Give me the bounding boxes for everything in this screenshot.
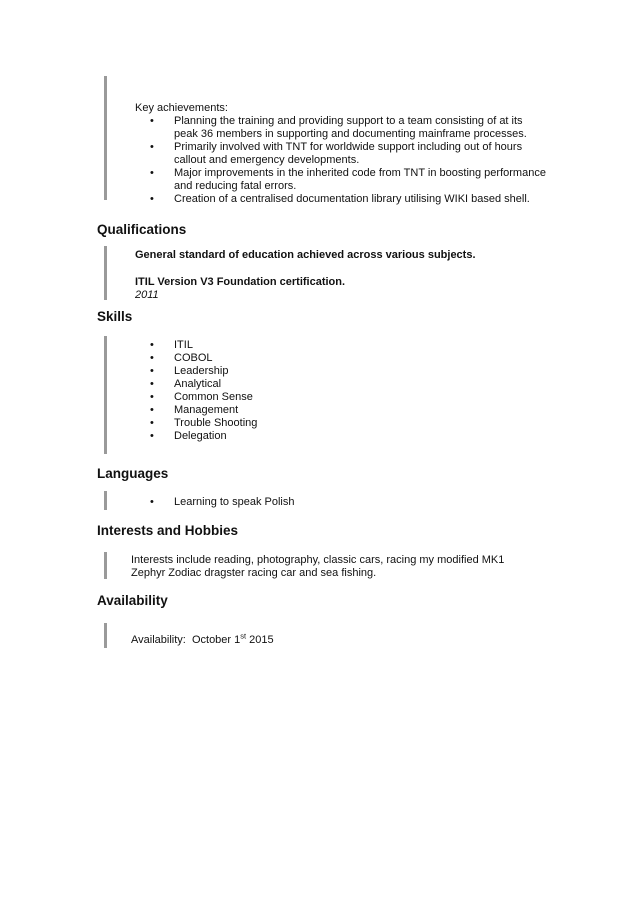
qualifications-heading: Qualifications	[97, 222, 187, 237]
achievements-heading: Key achievements:	[135, 102, 228, 114]
list-item	[148, 391, 448, 404]
list-item	[148, 167, 548, 193]
bullet-icon: •	[150, 339, 154, 351]
languages-bar	[104, 491, 107, 510]
achievement-text: Primarily involved with TNT for worldwide support including out of hours callout and emergency developments.	[174, 141, 523, 166]
list-item	[148, 365, 448, 378]
skill-text: Delegation	[174, 430, 227, 442]
languages-heading: Languages	[97, 466, 169, 481]
achievement-text: Creation of a centralised documentation library utilising WIKI based shell.	[174, 193, 530, 205]
bullet-icon: •	[150, 141, 154, 153]
skill-text: ITIL	[174, 339, 193, 351]
bullet-icon: •	[150, 365, 154, 377]
skill-text: Common Sense	[174, 391, 253, 403]
bullet-icon: •	[150, 417, 154, 429]
skill-text: Analytical	[174, 378, 222, 390]
bullet-icon: •	[150, 496, 154, 508]
list-item	[148, 404, 448, 417]
achievement-text: Planning the training and providing support to a team consisting of at its peak 36 members in supporting and documenting mainframe processes.	[174, 115, 527, 140]
bullet-icon: •	[150, 378, 154, 390]
languages-list	[148, 496, 448, 509]
bullet-icon: •	[150, 404, 154, 416]
qualification-general: General standard of education achieved across various subjects.	[135, 249, 476, 261]
interests-heading: Interests and Hobbies	[97, 523, 239, 538]
achievements-list	[148, 115, 548, 206]
qualification-itil: ITIL Version V3 Foundation certification.	[135, 276, 346, 288]
availability-suffix: st	[240, 631, 247, 641]
bullet-icon: •	[150, 115, 154, 127]
skill-text: Leadership	[174, 365, 229, 377]
availability-bar	[104, 623, 107, 648]
availability-month: October 1	[191, 634, 241, 646]
skill-text: Management	[174, 404, 239, 416]
bullet-icon: •	[150, 193, 154, 205]
interests-bar	[104, 552, 107, 579]
availability-year: 2015	[249, 634, 274, 646]
qualifications-bar	[104, 246, 107, 300]
list-item	[148, 496, 448, 509]
skills-bar	[104, 336, 107, 454]
list-item	[148, 141, 548, 167]
bullet-icon: •	[150, 352, 154, 364]
achievements-bar	[104, 76, 107, 200]
availability-label: Availability:	[131, 634, 186, 646]
bullet-icon: •	[150, 167, 154, 179]
list-item	[148, 193, 548, 206]
skill-text: Trouble Shooting	[174, 417, 258, 429]
bullet-icon: •	[150, 391, 154, 403]
list-item	[148, 417, 448, 430]
qualification-year: 2011	[135, 289, 159, 301]
list-item	[148, 378, 448, 391]
skill-text: COBOL	[174, 352, 213, 364]
list-item	[148, 430, 448, 443]
list-item	[148, 115, 548, 141]
list-item	[148, 339, 448, 352]
skills-heading: Skills	[97, 309, 133, 324]
availability-text	[131, 631, 274, 647]
interests-text: Interests include reading, photography, classic cars, racing my modified MK1 Zephyr Zodiac dragster racing car and sea fishing.	[131, 554, 505, 579]
bullet-icon: •	[150, 430, 154, 442]
skills-list	[148, 339, 448, 443]
achievement-text: Major improvements in the inherited code from TNT in boosting performance and reducing fatal errors.	[174, 167, 546, 192]
language-text: Learning to speak Polish	[174, 496, 295, 508]
list-item	[148, 352, 448, 365]
availability-heading: Availability	[97, 593, 168, 608]
